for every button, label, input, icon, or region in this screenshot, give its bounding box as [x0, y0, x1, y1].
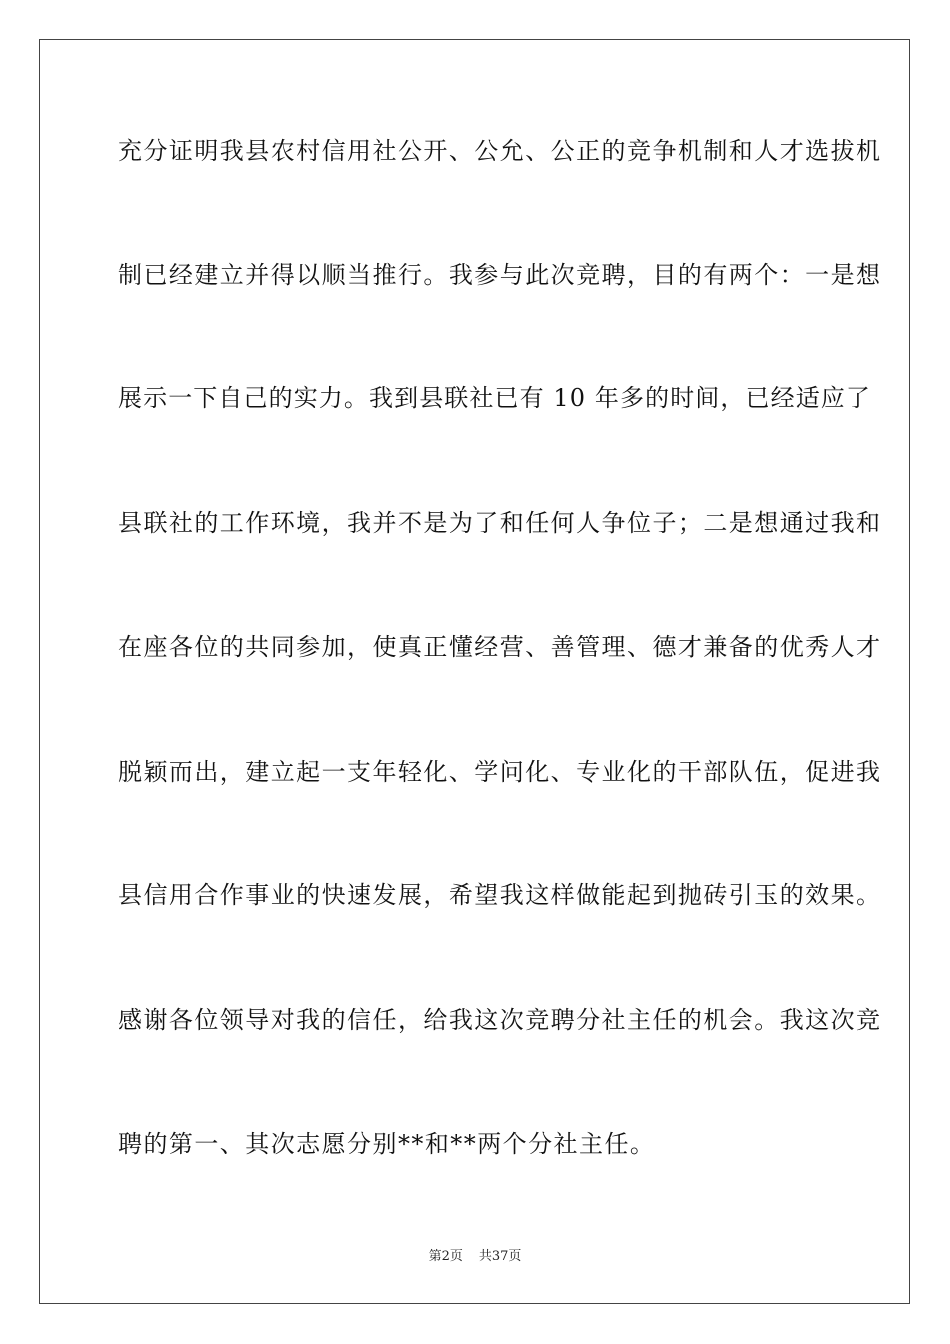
paragraph-line: 充分证明我县农村信用社公开、公允、公正的竞争机制和人才选拔机 [118, 137, 882, 165]
paragraph-line: 感谢各位领导对我的信任，给我这次竞聘分社主任的机会。我这次竞 [118, 1006, 882, 1034]
paragraph-line: 县信用合作事业的快速发展，希望我这样做能起到抛砖引玉的效果。 [118, 881, 882, 909]
page-border [39, 39, 910, 1304]
paragraph-line: 县联社的工作环境，我并不是为了和任何人争位子；二是想通过我和 [118, 509, 882, 537]
page-number: 第2页 [428, 1249, 463, 1264]
page-footer [0, 1248, 950, 1266]
paragraph-line: 在座各位的共同参加，使真正懂经营、善管理、德才兼备的优秀人才 [118, 633, 882, 661]
paragraph-line: 聘的第一、其次志愿分别**和**两个分社主任。 [118, 1130, 656, 1158]
page-total: 共37页 [478, 1249, 522, 1264]
paragraph-line: 展示一下自己的实力。我到县联社已有 10 年多的时间，已经适应了 [118, 384, 871, 412]
paragraph-line: 脱颖而出，建立起一支年轻化、学问化、专业化的干部队伍，促进我 [118, 758, 882, 786]
paragraph-line: 制已经建立并得以顺当推行。我参与此次竞聘，目的有两个：一是想 [118, 261, 882, 289]
